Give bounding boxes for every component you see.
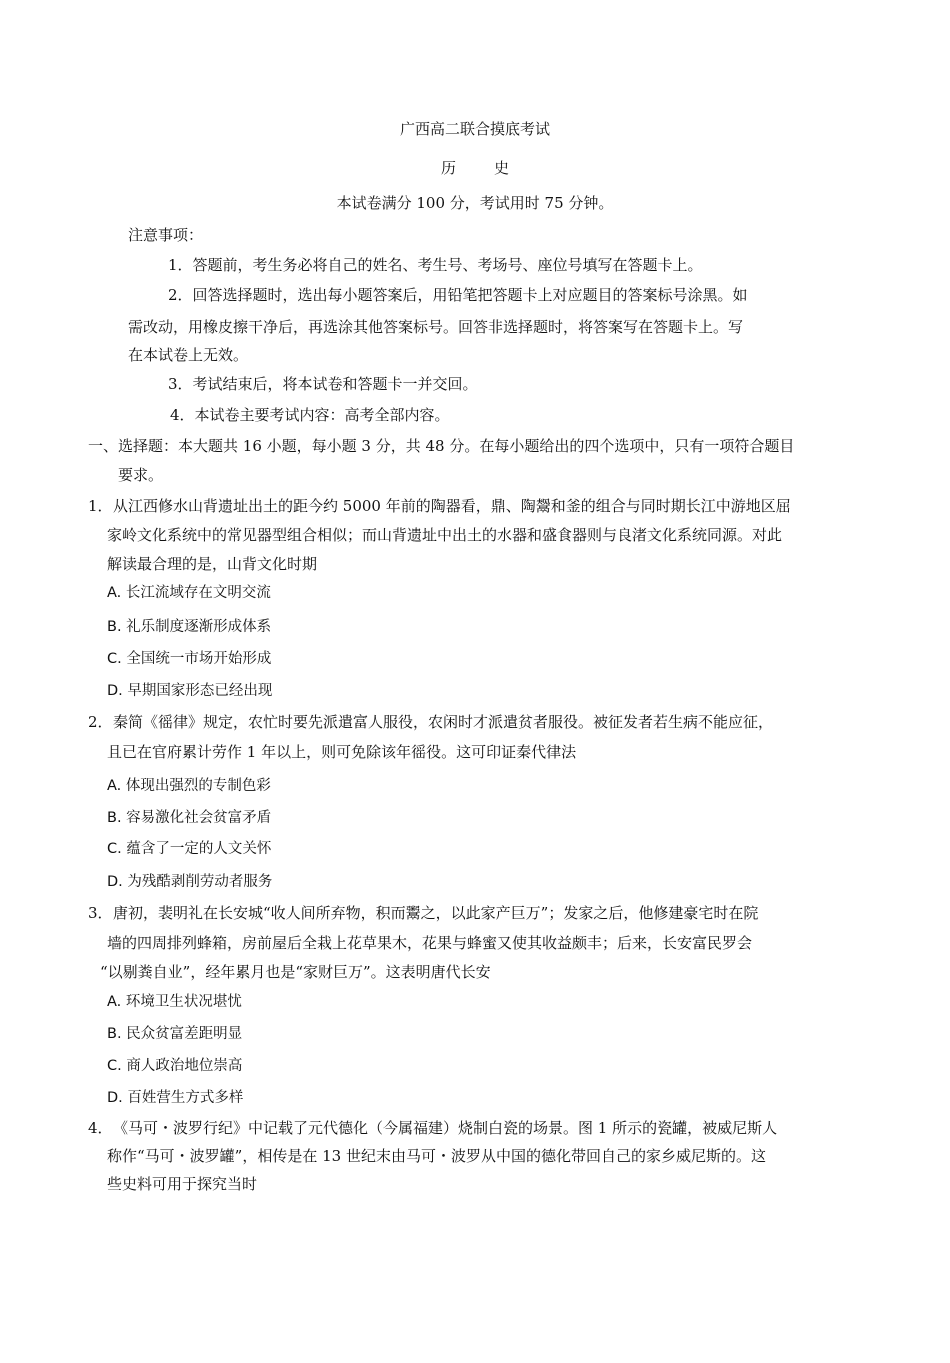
question-text: 唐初，裴明礼在长安城“收人间所弃物，积而鬻之，以此家产巨万”；发家之后，他修建豪宅时在院: [113, 904, 759, 922]
option-a: A. 环境卫生状况堪忧: [107, 994, 242, 1010]
subject-right-char: 史: [494, 159, 510, 177]
question-text: “以剔粪自业”，经年累月也是“家财巨万”。这表明唐代长安: [100, 963, 491, 981]
note-item: 4．本试卷主要考试内容：高考全部内容。: [170, 406, 450, 424]
question-text: 从江西修水山背遗址出土的距今约 5000 年前的陶器看，鼎、陶鬶和釜的组合与同时期长江中游地区屈: [113, 497, 791, 515]
note-item: 3．考试结束后，将本试卷和答题卡一并交回。: [168, 375, 478, 393]
section-heading: 一、选择题：本大题共 16 小题，每小题 3 分，共 48 分。在每小题给出的四个选项中，只有一项符合题目: [88, 437, 795, 455]
question-text: 且已在官府累计劳作 1 年以上，则可免除该年徭役。这可印证秦代律法: [107, 743, 577, 761]
question-number: 3．: [88, 904, 113, 922]
option-c: C. 商人政治地位崇高: [107, 1058, 243, 1074]
option-b: B. 容易激化社会贫富矛盾: [107, 810, 272, 826]
note-item: 2．回答选择题时，选出每小题答案后，用铅笔把答题卡上对应题目的答案标号涂黑。如: [168, 286, 748, 304]
exam-info: 本试卷满分 100 分，考试用时 75 分钟。: [336, 194, 614, 212]
question-text: 墙的四周排列蜂箱，房前屋后全栽上花草果木，花果与蜂蜜又使其收益颇丰；后来，长安富民罗会: [107, 934, 753, 952]
option-a: A. 长江流域存在文明交流: [107, 585, 271, 601]
note-item-continued: 需改动，用橡皮擦干净后，再选涂其他答案标号。回答非选择题时，将答案写在答题卡上。写: [128, 318, 744, 336]
option-b: B. 民众贫富差距明显: [107, 1026, 243, 1042]
question-text: 称作“马可・波罗罐”，相传是在 13 世纪末由马可・波罗从中国的德化带回自己的家乡威尼斯的。这: [107, 1147, 766, 1165]
question-text: 解读最合理的是，山背文化时期: [107, 555, 318, 573]
note-item: 1．答题前，考生务必将自己的姓名、考生号、考场号、座位号填写在答题卡上。: [168, 256, 703, 274]
question-text: 家岭文化系统中的常见器型组合相似；而山背遗址中出土的水器和盛食器则与良渚文化系统同源。对此: [107, 526, 783, 544]
question-text: 《马可・波罗行纪》中记载了元代德化（今属福建）烧制白瓷的场景。图 1 所示的瓷罐，被威尼斯人: [113, 1119, 778, 1137]
question-number: 2．: [88, 713, 113, 731]
section-heading-continued: 要求。: [118, 466, 164, 484]
option-b: B. 礼乐制度逐渐形成体系: [107, 619, 272, 635]
option-d: D. 为残酷剥削劳动者服务: [107, 874, 273, 890]
question-text: 些史料可用于探究当时: [107, 1175, 258, 1193]
option-d: D. 早期国家形态已经出现: [107, 683, 273, 699]
note-item-continued: 在本试卷上无效。: [128, 346, 249, 364]
question-number: 4．: [88, 1119, 113, 1137]
option-a: A. 体现出强烈的专制色彩: [107, 778, 271, 794]
question-number: 1．: [88, 497, 113, 515]
option-c: C. 蕴含了一定的人文关怀: [107, 841, 272, 857]
notes-heading: 注意事项：: [128, 226, 204, 244]
question-text: 秦简《徭律》规定，农忙时要先派遣富人服役，农闲时才派遣贫者服役。被征发者若生病不能应征，: [113, 713, 774, 731]
subject-heading: [0, 157, 950, 178]
option-c: C. 全国统一市场开始形成: [107, 651, 272, 667]
option-d: D. 百姓营生方式多样: [107, 1090, 244, 1106]
subject-left-char: 历: [440, 159, 456, 177]
exam-title: 广西高二联合摸底考试: [399, 120, 550, 138]
